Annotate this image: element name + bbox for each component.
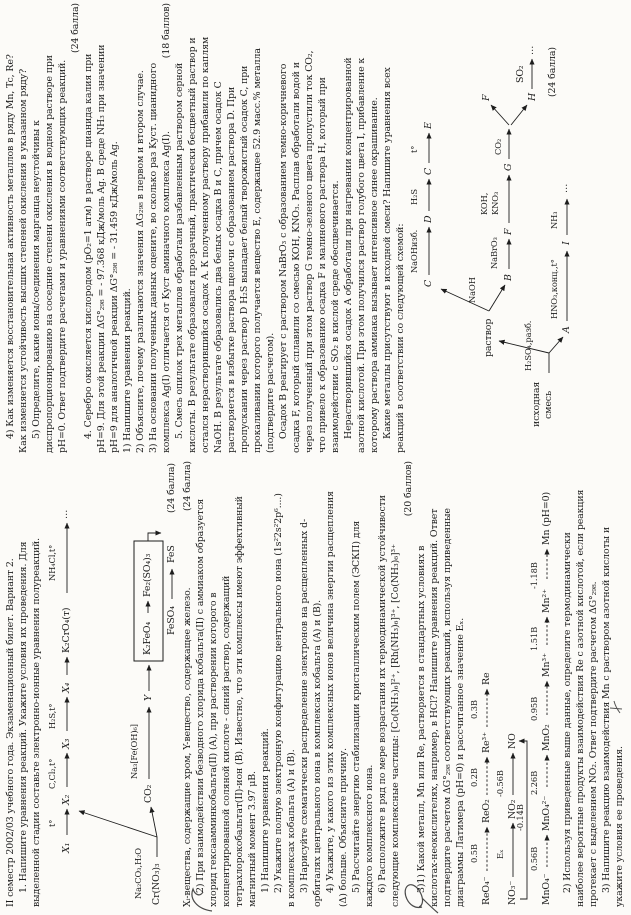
- text-line: остался нерастворившийся осадок A. К полученному раствору прибавили по каплям: [200, 36, 211, 453]
- text-line: (подтвердите расчетом).: [265, 332, 276, 453]
- latimer-diagrams: [469, 459, 561, 907]
- text-line: хлорид гексаамминкобальта(II) (A), при растворении которого в: [208, 592, 219, 907]
- text-line: 3) Напишите реакцию взаимодействия Mn с раствором азотной кислоты и: [601, 526, 612, 893]
- scheme-node: CO₂: [493, 138, 503, 155]
- diagram-node: -0.14В: [515, 804, 525, 831]
- scheme-node: Na₃[Fe(OH)₆]: [129, 724, 139, 779]
- scheme-node: …: [525, 45, 536, 55]
- text-line: подтвердите расчетом ΔG°₂₉₈ соответствующих реакций, используя приведенные: [442, 508, 453, 907]
- scheme-node: F: [503, 228, 514, 235]
- text-line: протекает с выделением NO₂. Ответ подтвердите расчетом ΔG°₂₉₈.: [588, 581, 599, 907]
- scheme-node: F: [481, 94, 492, 101]
- diagram-node: Re: [481, 672, 492, 685]
- text-line: укажите условия ее проведения.: [614, 746, 625, 907]
- scheme-node: K₂FeO₄: [142, 621, 153, 655]
- scheme-node: Y: [143, 694, 154, 701]
- scheme-node: раствор: [483, 318, 494, 357]
- text-line: 2) Укажите полную электронную конфигурацию центрального иона (1s²2s²2p⁶....): [273, 493, 284, 893]
- text-line: pH=0. Ответ подтвердите расчетами и уравнениями соответствующих реакций.: [57, 59, 68, 453]
- text-line: pH=9. Для этой реакции ΔG°₂₉₈ = - 97.368 кДж/моль Ag. В среде NH₃ при значении: [96, 44, 107, 453]
- scheme-node: NaBrO₃: [489, 237, 499, 269]
- right-column: [0, 1, 631, 453]
- text-line: пропускании через раствор D H₂S выпадает белый творожистый осадок C, при: [239, 65, 250, 453]
- text-line: комплекса Ag(I) отличается от Kуст аминачного комплекса Ag(I). (18 баллов): [161, 3, 172, 453]
- text-line: II семестр 2002/03 учебного года. Экзаменационный билет. Вариант 2.: [5, 558, 16, 907]
- diagram-node: 2.26В: [529, 770, 539, 795]
- scheme-node: B: [503, 274, 514, 281]
- scheme-node: X₂: [61, 794, 72, 805]
- title-and-q1-text: [4, 459, 43, 907]
- text-line: 6) Расположите в ряд по мере возрастания их термодинамической устойчивости: [377, 495, 388, 893]
- scheme-node: Fe₂(SO₄)₃: [142, 553, 153, 597]
- scheme-node: KNO₃: [490, 191, 500, 215]
- points-badge: (24 балла): [182, 461, 193, 511]
- scheme-node: H₂S: [409, 189, 419, 205]
- text-line: 5. Смесь опилок трех металлов обработали разбавленным раствором серной: [174, 62, 185, 439]
- scheme-node: SO₂: [515, 65, 526, 83]
- diagram-node: MnO₂: [541, 724, 552, 751]
- text-line: 4) Как изменяется восстановительная активность металлов в ряду Mn, Tc, Re?: [5, 54, 16, 439]
- diagram-node: NO₂: [507, 799, 518, 819]
- points-badge: (20 баллов): [403, 461, 414, 517]
- points-badge: (18 баллов): [161, 3, 172, 59]
- scheme-node: H₂S,t°: [47, 703, 57, 729]
- text-line: кислотах-неокислителях, например, в HCl? Напишите уравнения реакций. Ответ: [429, 508, 440, 907]
- text-line: в комплексах кобальта (A) и (B).: [286, 749, 297, 907]
- text-line: кислоты. В результате образовался прозрачный, практически бесцветный раствор и: [187, 37, 198, 453]
- diagram-node: NO₃⁻: [507, 880, 518, 905]
- text-line: Осадок B реагирует с раствором NaBrO₃ с образованием темно-коричневого: [278, 63, 289, 439]
- text-line: взаимодействии с SO₂ в кислой среде обесцвечивается.: [330, 180, 341, 453]
- scheme-node: NaOH: [467, 277, 477, 303]
- scheme-node: смесь: [543, 391, 554, 419]
- scheme-node: HNO₃,конц.,t°: [549, 259, 559, 319]
- q1-scheme: [45, 459, 181, 907]
- diagram-node: Eₓ: [495, 849, 505, 859]
- text-line: 1) Напишите уравнения реакций.: [260, 728, 271, 893]
- text-line: каждого комплексного иона.: [364, 764, 375, 907]
- text-line: диаграммы Латимера (pH=0) и рассчитанное значение Eₓ.: [455, 617, 466, 907]
- text-line: через полученный при этом раствор G темно-зеленого цвета пропустили ток CO₂,: [304, 50, 315, 453]
- text-line: 3) Нарисуйте схематически распределение электронов на расщепленных d-: [299, 518, 310, 893]
- text-line: 3) На основании полученных данных оцените, во сколько раз Kуст. цианидного: [148, 62, 159, 453]
- scheme-node: …: [559, 183, 570, 193]
- text-line: (Δ) больше. Объясните причину.: [338, 748, 349, 907]
- text-line: диспропорционированию на соседние степени окисления в водном растворе при: [44, 55, 55, 453]
- text-line: 4) Укажите, у какого из этих комплексных ионов величина энергии расщепления: [325, 491, 336, 893]
- scheme-node: C: [423, 167, 434, 175]
- diagram-node: 1.51В: [529, 626, 539, 651]
- text-line: наиболее вероятные продукты взаимодействия Re с азотной кислотой, если реакция: [575, 489, 586, 907]
- scheme-node: NH₃: [549, 211, 559, 229]
- q5-scheme: [409, 1, 585, 453]
- text-line: Какие металлы присутствуют в исходной смеси? Напишите уравнения всех: [382, 67, 393, 439]
- text-line: 5) Определите, какие ионы/соединения марганца неустойчивы к: [31, 120, 42, 439]
- diagram-node: ReO₄⁻: [481, 876, 492, 905]
- scheme-node: K₂CrO₄(т): [61, 607, 72, 653]
- text-line: Как изменяется устойчивость высших степеней окисления в указанном ряду?: [18, 68, 29, 453]
- text-line: азотной кислотой. При этом получился раствор голубого цвета I, прибавление к: [356, 57, 367, 453]
- q3-tail-text: [561, 459, 626, 907]
- text-line: 2) Используя приведенные выше данные, определите термодинамически: [562, 532, 573, 893]
- text-line: выделенной стадии составьте электронно-ионные уравнения полуреакций.: [31, 537, 42, 907]
- scheme-node: C: [423, 279, 434, 287]
- diagram-node: MnO₄⁻: [541, 873, 552, 905]
- diagram-node: Mn²⁺: [541, 589, 552, 613]
- diagram-node: 0.2В: [469, 768, 479, 787]
- text-line: 2) Объясните, почему различаются значения ΔG₂₉₈ в первом и втором случае.: [135, 70, 146, 453]
- diagram-node: 0.56В: [529, 846, 539, 871]
- text-line: 5) Рассчитайте энергию стабилизации кристаллическим полем (ЭСКП) для: [351, 520, 362, 893]
- scheme-node: FeSO₄: [166, 606, 177, 635]
- text-line: тетрахлорокобальтат(II)-ион (B). Известно, что эти комплексы имеют эффективный: [234, 496, 245, 907]
- text-line: NaOH. В результате образовались два белых осадка B и C, причем осадок C: [213, 81, 224, 453]
- scheme-node: C,Cl₂,t°: [47, 758, 57, 789]
- scheme-node: (24 балла): [166, 463, 177, 513]
- diagram-node: -1.18В: [529, 562, 539, 589]
- diagram-node: Mn³⁺: [541, 653, 552, 677]
- text-line: [69, 1, 82, 453]
- diagram-node: Mn (pH=0): [541, 491, 552, 545]
- scheme-node: …: [59, 509, 70, 519]
- diagram-node: 0.5В: [469, 844, 479, 863]
- text-line: осадка F, который сплавили со смесью KOH, KNO₃. Расплав обработали водой и: [291, 62, 302, 453]
- text-line: растворяется в избытке раствора щелочи с образованием раствора D. При: [226, 86, 237, 453]
- points-badge: (24 балла): [70, 3, 81, 53]
- text-line: Xᵢ-вещества, содержащие хром, Y-вещество, содержащее железо. (24 балла): [182, 461, 193, 907]
- text-line: [402, 459, 415, 907]
- scheme-node: FeS: [166, 545, 177, 563]
- text-line: следующие комплексные частицы: [Co(NH₃)₆]²⁺, [Rh(NH₃)₆]³⁺, [Co(NH₃)₆]³⁺: [390, 544, 401, 907]
- scheme-node: G: [503, 163, 514, 171]
- scheme-node: NaOHизб.: [409, 229, 419, 273]
- scheme-node: H₂SO₄,разб.: [523, 320, 533, 371]
- scheme-node: t°: [409, 145, 419, 153]
- scheme-node: (24 балла): [547, 47, 558, 97]
- text-line: 2) При взаимодействии безводного хлорида кобальта(II) с аммиаком образуется: [195, 498, 206, 893]
- left-column: [0, 459, 631, 907]
- text-line: 4. Серебро окисляется кислородом (pO₂=1 атм) в растворе цианида калия при: [83, 53, 94, 439]
- scheme-node: E: [423, 122, 434, 129]
- diagram-node: NO: [507, 733, 518, 749]
- scheme-node: D: [423, 215, 434, 223]
- scheme-node: Cr(NO₃)₃: [151, 863, 162, 905]
- scheme-node: Na₂CO₃,H₂O: [133, 847, 143, 899]
- text-line: прокаливании которого получается вещество E, содержащее 52.9 масс.% металла: [252, 48, 263, 453]
- diagram-node: -0.56В: [495, 770, 505, 797]
- q1-caption-q2-q3-text: [181, 459, 467, 907]
- scheme-node: CO₂: [143, 784, 154, 803]
- diagram-node: Re³⁺: [481, 732, 492, 753]
- diagram-node: 0.95В: [529, 696, 539, 721]
- scheme-node: A: [561, 326, 572, 333]
- text-line: магнитный момент 3.97 μB.: [247, 771, 258, 907]
- text-line: что привело к образованию осадка F и малинового раствора H, который при: [317, 77, 328, 453]
- diagram-node: MnO₄²⁻: [541, 795, 552, 831]
- scheme-node: H: [527, 92, 538, 101]
- text-line: орбиталях центрального иона в комплексах кобальта (A) и (B).: [312, 599, 323, 907]
- text-line: 1. Напишите уравнения реакций. Укажите условия их проведения. Для: [18, 541, 29, 893]
- diagram-node: 0.3В: [469, 700, 479, 719]
- scheme-node: X₃: [61, 738, 72, 749]
- scheme-node: X₄: [61, 682, 72, 693]
- scheme-node: NH₄Cl,t°: [47, 544, 57, 581]
- text-line: 1) Напишите уравнения реакций.: [122, 288, 133, 453]
- diagram-node: ReO₂: [481, 799, 492, 823]
- q3-items-q4-q5-text: [4, 1, 407, 453]
- scheme-node: t°: [47, 819, 57, 827]
- text-line: pH=9 для аналогичной реакции ΔG°₂₉₈ = - 31.459 кДж/моль Ag.: [109, 141, 120, 453]
- scheme-node: X₁: [61, 842, 72, 853]
- scheme-node: исходная: [531, 381, 542, 427]
- text-line: которому раствора аммиака вызывает интенсивное синее окрашивание.: [369, 97, 380, 453]
- text-line: концентрированной соляной кислоте - синий раствор, содержащий: [221, 575, 232, 907]
- text-line: Нерастворившийся осадок A обработали при нагревании концентрированной: [343, 57, 354, 439]
- text-line: 3)1) Какой металл, Mn или Re, растворяется в стандартных условиях в: [416, 545, 427, 893]
- scheme-node: I: [561, 241, 572, 245]
- text-line: реакций в соответствии со следующей схемой:: [395, 223, 406, 453]
- scheme-node: KOH,: [479, 192, 489, 215]
